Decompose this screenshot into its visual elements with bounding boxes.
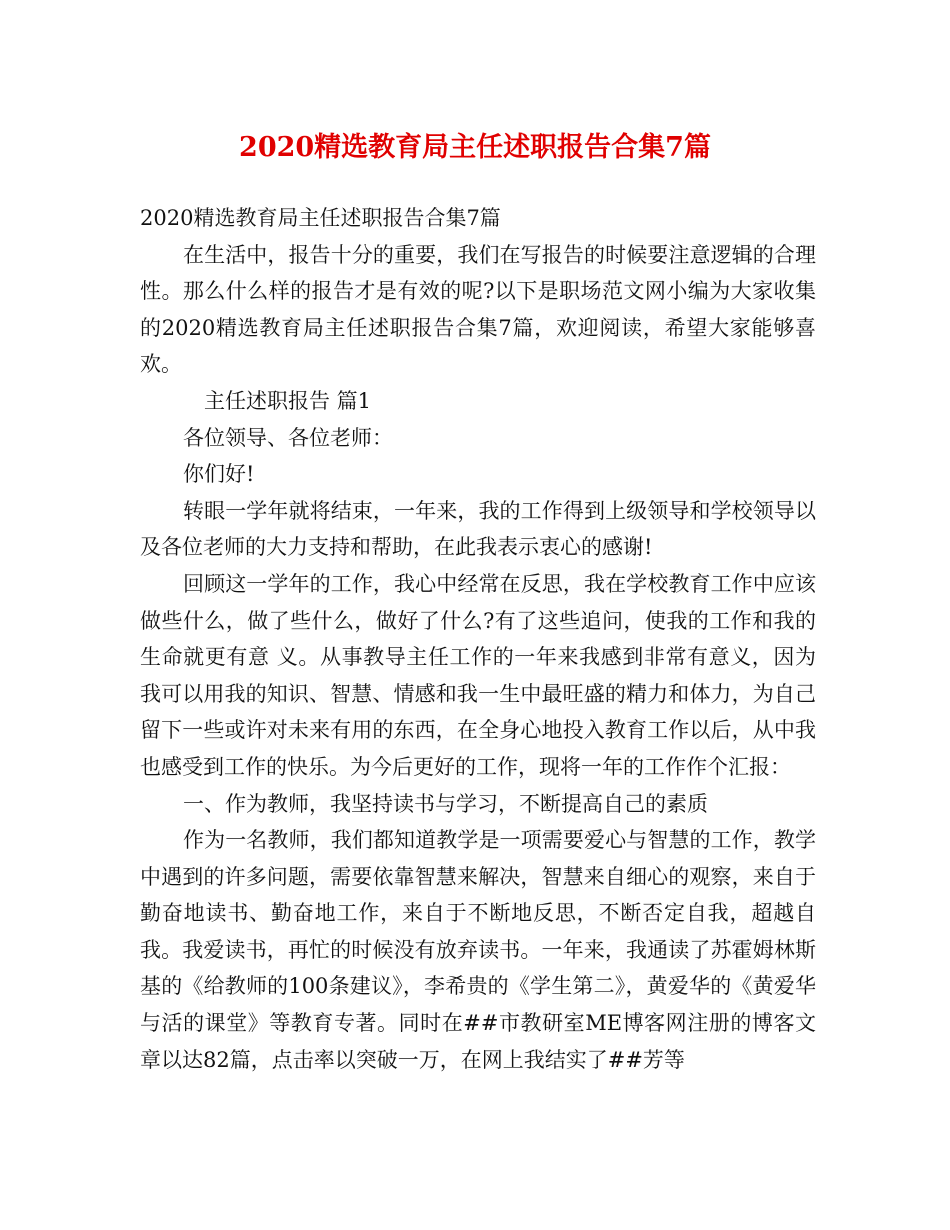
greeting-paragraph: 你们好!	[183, 462, 255, 487]
body-paragraph: 转眼一学年就将结束，一年来，我的工作得到上级领导和学校领导以及各位老师的大力支持和帮助，在此我表示衷心的感谢!	[140, 498, 816, 560]
subtitle-paragraph: 2020精选教育局主任述职报告合集7篇	[140, 206, 501, 230]
body-paragraph: 回顾这一学年的工作，我心中经常在反思，我在学校教育工作中应该做些什么，做了些什么，做好了什么?有了这些追问，使我的工作和我的生命就更有意 义。从事教导主任工作的一年来我感到非常有意义，因为我可以用我的知识、智慧、情感和我一生中最旺盛的精力和体力，为自己留下一些或许对未来有用的东西，在全身心地投入教育工作以后，从中我也感受到工作的快乐。为今后更好的工作，现将一年的工作作个汇报：	[140, 571, 816, 779]
intro-paragraph: 在生活中，报告十分的重要，我们在写报告的时候要注意逻辑的合理性。那么什么样的报告才是有效的呢?以下是职场范文网小编为大家收集的2020精选教育局主任述职报告合集7篇，欢迎阅读，希望大家能够喜欢。	[140, 242, 816, 377]
body-paragraph: 作为一名教师，我们都知道教学是一项需要爱心与智慧的工作，教学中遇到的许多问题，需要依靠智慧来解决，智慧来自细心的观察，来自于勤奋地读书、勤奋地工作，来自于不断地反思，不断否定自我，超越自我。我爱读书，再忙的时候没有放弃读书。一年来，我通读了苏霍姆林斯基的《给教师的100条建议》，李希贵的《学生第二》，黄爱华的《黄爱华与活的课堂》等教育专著。同时在##市教研室ME博客网注册的博客文章以达82篇，点击率以突破一万，在网上我结实了##芳等	[140, 828, 816, 1072]
salutation-paragraph: 各位领导、各位老师：	[183, 425, 393, 450]
section-heading: 主任述职报告 篇1	[204, 388, 372, 413]
document-body	[140, 200, 816, 1078]
document-title: 2020精选教育局主任述职报告合集7篇	[239, 132, 711, 163]
subheading-paragraph: 一、作为教师，我坚持读书与学习，不断提高自己的素质	[183, 791, 708, 816]
